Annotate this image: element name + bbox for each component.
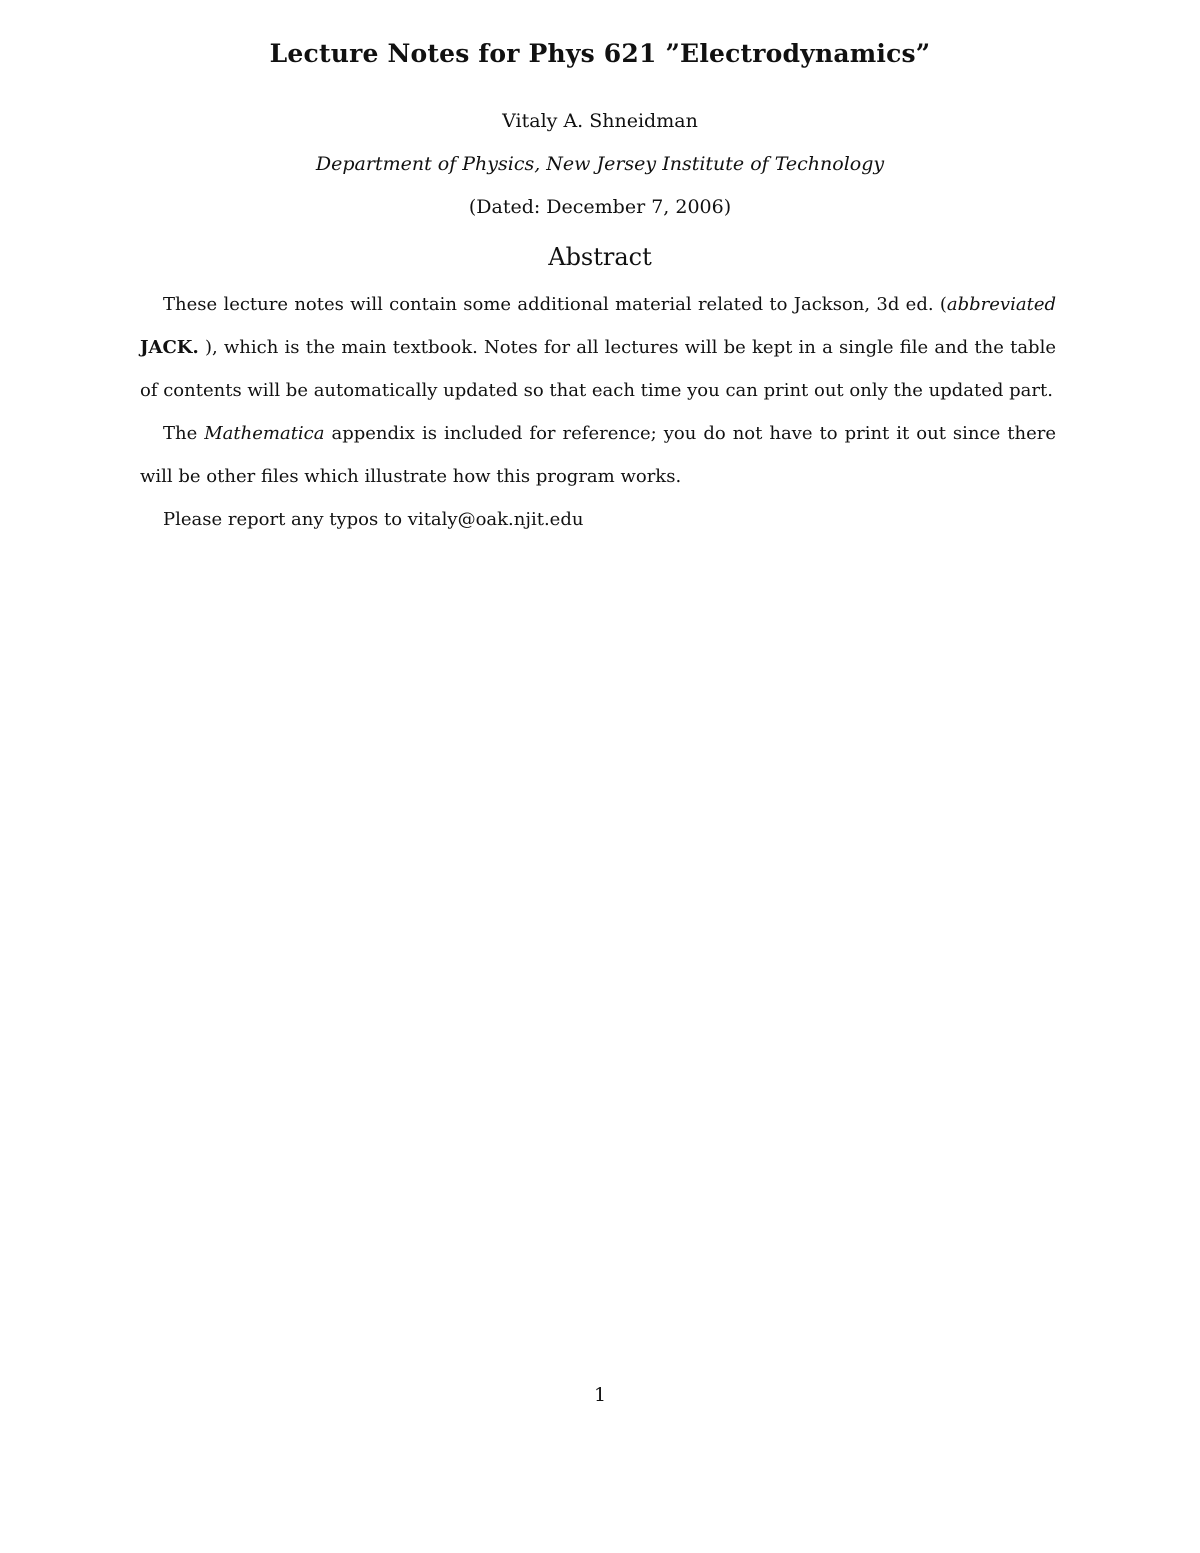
abstract-heading: Abstract	[548, 243, 652, 271]
author-name: Vitaly A. Shneidman	[502, 110, 698, 132]
abstract-paragraph-3: Please report any typos to vitaly@oak.njit.edu	[163, 509, 584, 530]
abstract-p2-text-2: appendix is included for reference; you do not have to print it out since there will be other files which illustrate how this program works.	[140, 423, 1056, 487]
abstract-p1-italic: abbreviated	[946, 294, 1056, 315]
page-number: 1	[593, 1384, 607, 1406]
dated-line: (Dated: December 7, 2006)	[468, 196, 732, 218]
paper-title: Lecture Notes for Phys 621 ”Electrodynamics”	[269, 39, 931, 68]
abstract-p2-text-1: The	[163, 423, 205, 444]
abstract-body	[140, 283, 1056, 541]
abstract-paragraph-2	[140, 412, 1056, 498]
author-affiliation: Department of Physics, New Jersey Institute of Technology	[315, 153, 885, 175]
abstract-p1-text-1: These lecture notes will contain some additional material related to Jackson, 3d ed. (	[163, 294, 947, 315]
abstract-p1-bold: JACK.	[140, 337, 199, 358]
abstract-p1-text-3: ), which is the main textbook. Notes for all lectures will be kept in a single file and the table of contents will be automatically updated so that each time you can print out only the updated part.	[140, 337, 1056, 401]
abstract-paragraph-1	[140, 283, 1056, 412]
abstract-p2-italic: Mathematica	[204, 423, 325, 444]
